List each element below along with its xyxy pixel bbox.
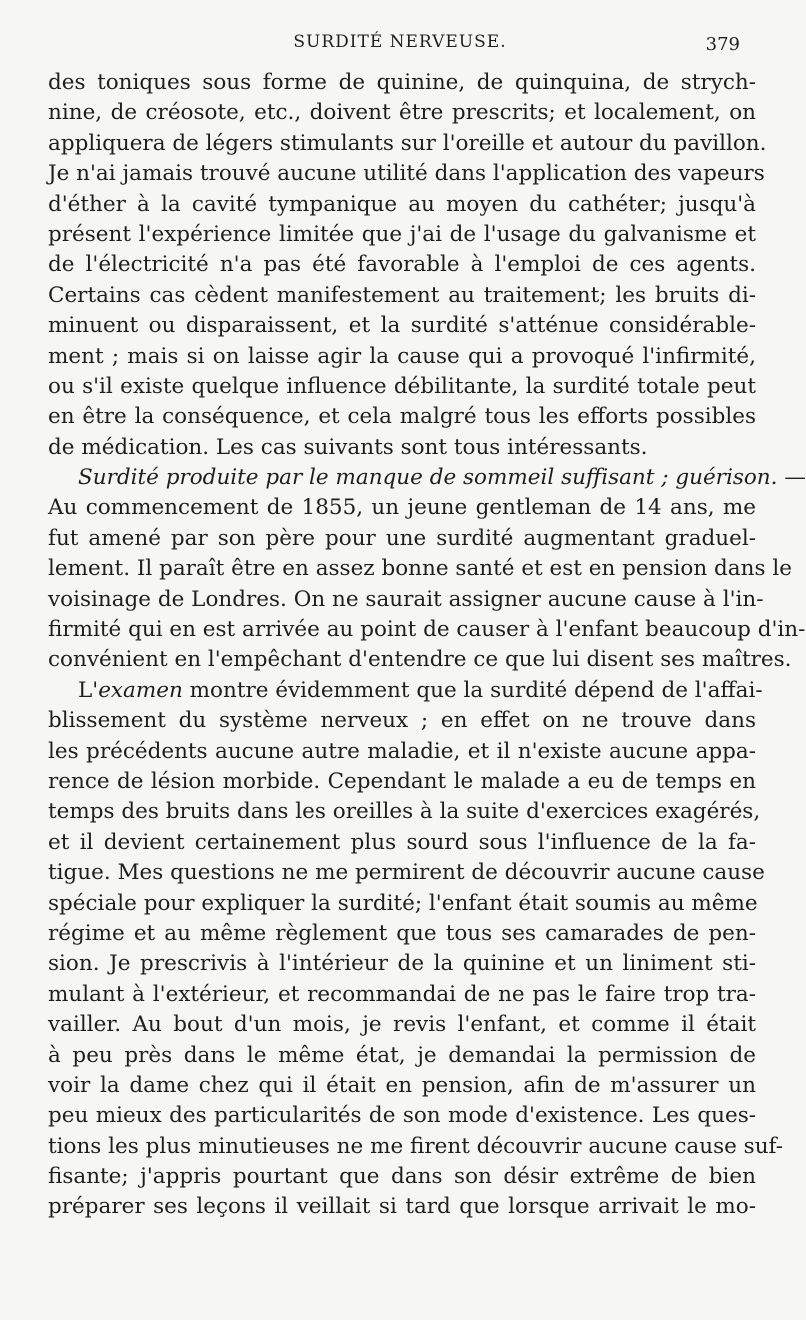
text-line: sion. Je prescrivis à l'intérieur de la quinine et un liniment sti- (48, 951, 756, 977)
text-line: régime et au même règlement que tous ses camarades de pen- (48, 920, 756, 946)
text-line: fisante; j'appris pourtant que dans son désir extrême de bien (48, 1164, 756, 1190)
text-line: à peu près dans le même état, je demandai la permission de (48, 1042, 756, 1068)
text-line: blissement du système nerveux ; en effet on ne trouve dans (48, 708, 756, 734)
case-heading-line: Surdité produite par le manque de sommeil suffisant ; guérison. — (78, 465, 806, 491)
text-line: spéciale pour expliquer la surdité; l'enfant était soumis au même (48, 890, 758, 916)
text-line: temps des bruits dans les oreilles à la suite d'exercices exagérés, (48, 799, 761, 825)
text-line: firmité qui en est arrivée au point de causer à l'enfant beaucoup d'in- (48, 617, 806, 643)
text-line: ment ; mais si on laisse agir la cause qui a provoqué l'infirmité, (48, 343, 756, 369)
text-line: des toniques sous forme de quinine, de quinquina, de strych- (48, 70, 756, 95)
text-line: rence de lésion morbide. Cependant le malade a eu de temps en (48, 768, 756, 794)
text-line: lement. Il paraît être en assez bonne santé et est en pension dans le (48, 556, 792, 582)
examen-line (48, 676, 763, 706)
text-line: et il devient certainement plus sourd sous l'influence de la fa- (48, 829, 756, 855)
case-heading-italic: Surdité produite par le manque de sommeil suffisant ; guérison. (78, 465, 778, 491)
running-title: SURDITÉ NERVEUSE. (293, 32, 507, 52)
examen-rest: montre évidemment que la surdité dépend de l'affai- (182, 677, 763, 703)
text-line: voir la dame chez qui il était en pension, afin de m'assurer un (48, 1072, 756, 1098)
text-line: préparer ses leçons il veillait si tard que lorsque arrivait le mo- (48, 1194, 756, 1220)
text-line: ou s'il existe quelque influence débilitante, la surdité totale peut (48, 373, 756, 399)
text-line: les précédents aucune autre maladie, et il n'existe aucune appa- (48, 738, 756, 764)
text-line: vailler. Au bout d'un mois, je revis l'enfant, et comme il était (48, 1012, 756, 1038)
text-line: en être la conséquence, et cela malgré tous les efforts possibles (48, 404, 756, 430)
text-line: fut amené par son père pour une surdité augmentant graduel- (48, 525, 756, 551)
text-line: tions les plus minutieuses ne me firent découvrir aucune cause suf- (48, 1133, 783, 1159)
text-line: de médication. Les cas suivants sont tous intéressants. (48, 434, 648, 460)
text-line: nine, de créosote, etc., doivent être prescrits; et localement, on (48, 100, 756, 126)
text-line: convénient en l'empêchant d'entendre ce que lui disent ses maîtres. (48, 647, 792, 673)
text-line: d'éther à la cavité tympanique au moyen du cathéter; jusqu'à (48, 191, 756, 217)
body-text (48, 68, 806, 1223)
text-line: Au commencement de 1855, un jeune gentleman de 14 ans, me (48, 495, 756, 521)
examen-word: examen (98, 677, 183, 703)
text-line: voisinage de Londres. On ne saurait assigner aucune cause à l'in- (48, 586, 764, 612)
text-line: appliquera de légers stimulants sur l'oreille et autour du pavillon. (48, 130, 767, 156)
text-line: tigue. Mes questions ne me permirent de découvrir aucune cause (48, 860, 765, 886)
page-number: 379 (705, 34, 740, 55)
text-line: présent l'expérience limitée que j'ai de l'usage du galvanisme et (48, 221, 756, 247)
text-line: peu mieux des particularités de son mode d'existence. Les ques- (48, 1103, 756, 1129)
examen-prefix: L' (78, 677, 99, 703)
text-line: Je n'ai jamais trouvé aucune utilité dans l'application des vapeurs (48, 161, 765, 187)
text-line: mulant à l'extérieur, et recommandai de ne pas le faire trop tra- (48, 981, 756, 1007)
text-line: Certains cas cèdent manifestement au traitement; les bruits di- (48, 282, 756, 308)
text-line: de l'électricité n'a pas été favorable à l'emploi de ces agents. (48, 252, 756, 278)
running-head (0, 30, 800, 64)
text-line: minuent ou disparaissent, et la surdité s'atténue considérable- (48, 313, 756, 339)
